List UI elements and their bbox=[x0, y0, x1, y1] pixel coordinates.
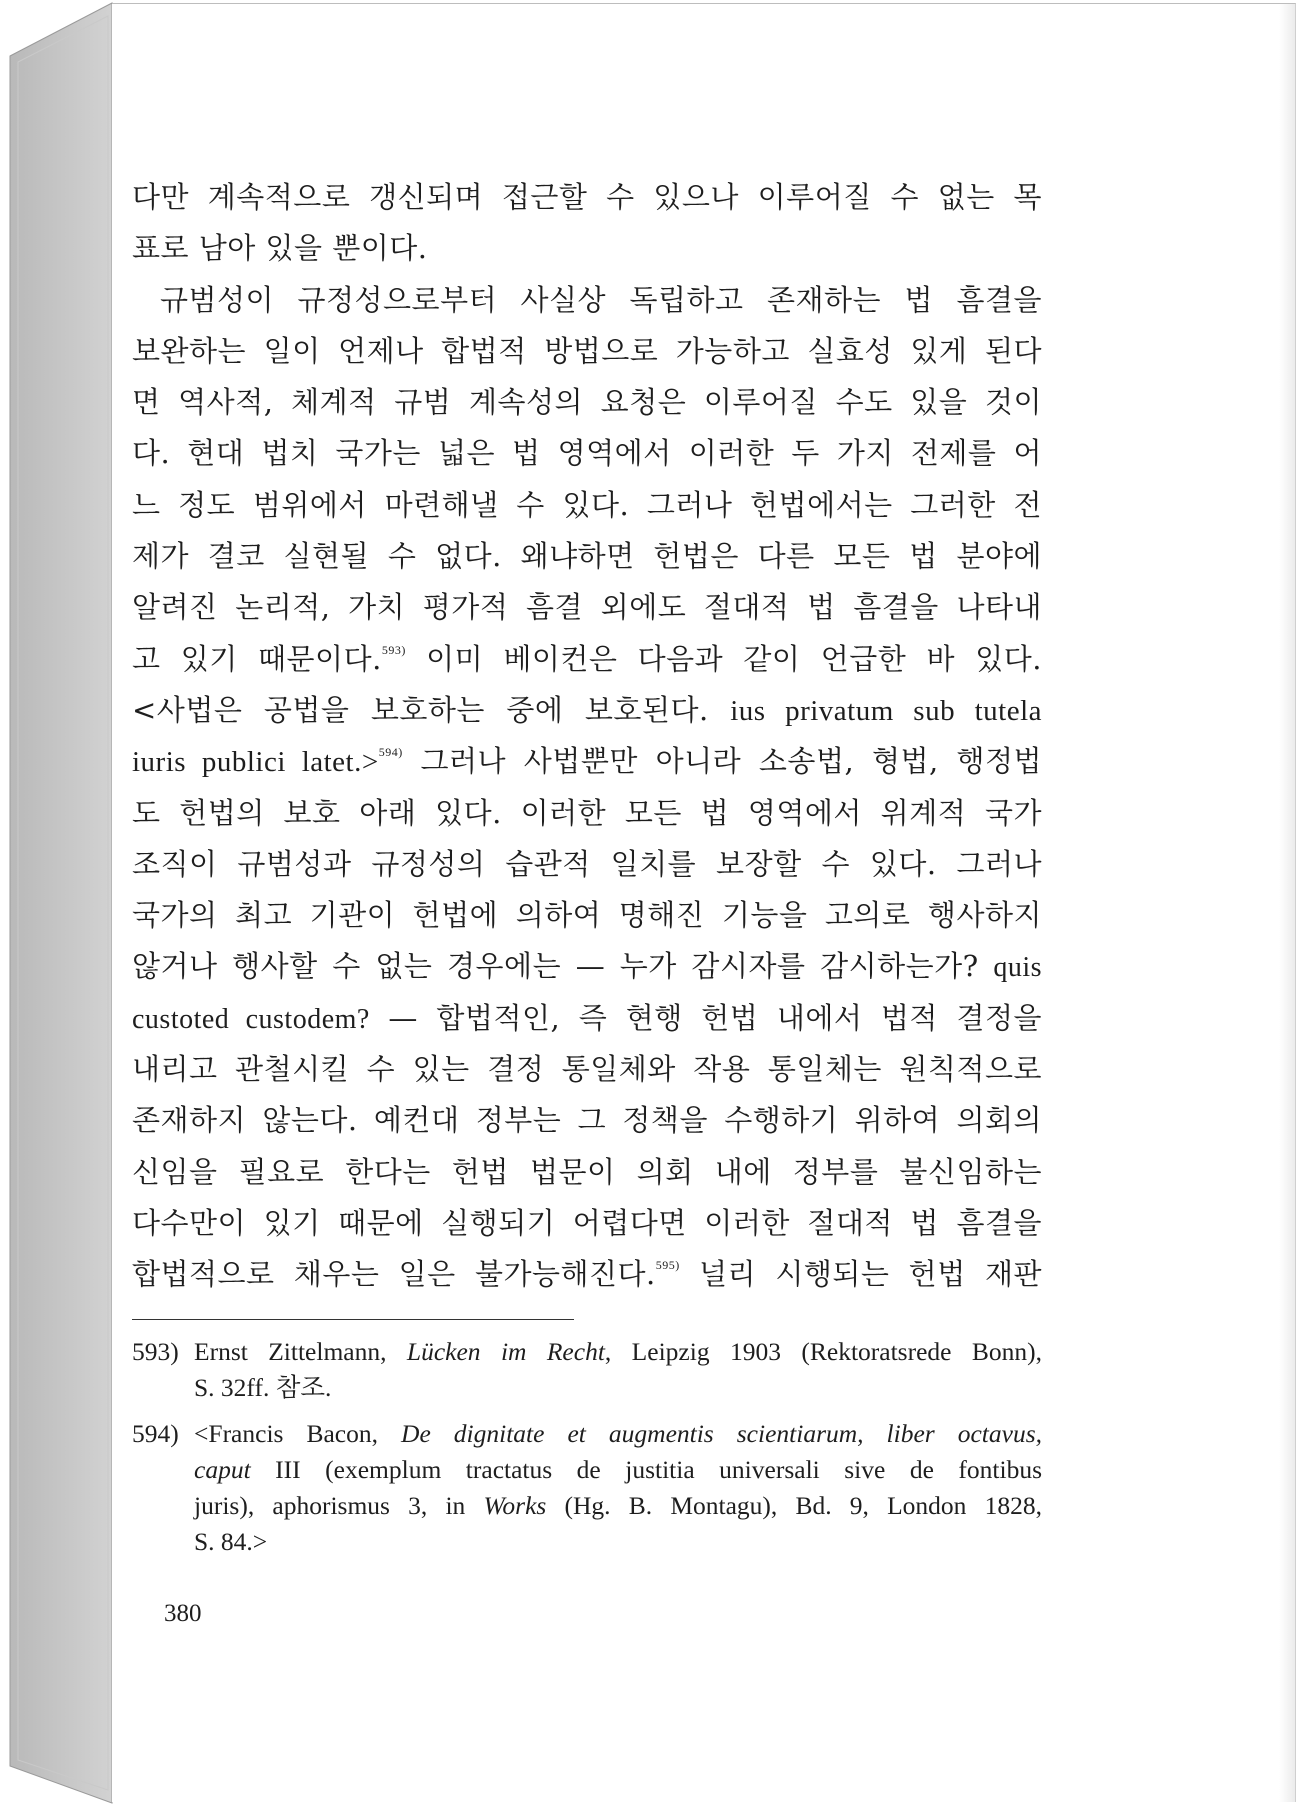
body-line: iuris publici latet.>$^{594)}$ 그러나 사법뿐만 아니라 소송법, 형법, 행정법 bbox=[132, 744, 1042, 779]
footnotes bbox=[132, 1334, 1044, 1570]
body-line: 제가 결코 실현될 수 없다. 왜냐하면 헌법은 다른 모든 법 분야에 bbox=[132, 539, 1042, 574]
body-line: 표로 남아 있을 뿐이다. bbox=[132, 231, 428, 266]
footnote-line: S. 84.> bbox=[194, 1527, 268, 1556]
footnote-line: <Francis Bacon, De dignitate et augmentis scientiarum, liber octavus, bbox=[194, 1419, 1043, 1448]
footnote-594 bbox=[132, 1416, 1044, 1560]
footnote-line: S. 32ff. 참조. bbox=[194, 1373, 332, 1402]
footnote-number: 593) bbox=[132, 1337, 179, 1366]
footnote-line: Ernst Zittelmann, Lücken im Recht, Leipzig 1903 (Rektoratsrede Bonn), bbox=[194, 1337, 1043, 1366]
body-line: 고 있기 때문이다.$^{593)}$ 이미 베이컨은 다음과 같이 언급한 바 있다. bbox=[132, 641, 1042, 676]
body-line: 신임을 필요로 한다는 헌법 법문이 의회 내에 정부를 불신임하는 bbox=[132, 1154, 1042, 1189]
page-edge-shadow bbox=[1279, 4, 1295, 1802]
body-line: 면 역사적, 체계적 규범 계속성의 요청은 이루어질 수도 있을 것이 bbox=[132, 385, 1042, 420]
body-line: 다만 계속적으로 갱신되며 접근할 수 있으나 이루어질 수 없는 목 bbox=[132, 180, 1042, 214]
body-line: 합법적으로 채우는 일은 불가능해진다.$^{595)}$ 널리 시행되는 헌법 재판 bbox=[132, 1257, 1043, 1292]
body-line: 알려진 논리적, 가치 평가적 흠결 외에도 절대적 법 흠결을 나타내 bbox=[132, 590, 1042, 625]
body-line: 보완하는 일이 언제나 합법적 방법으로 가능하고 실효성 있게 된다 bbox=[132, 333, 1042, 368]
body-line: custoted custodem? — 합법적인, 즉 현행 헌법 내에서 법적 결정을 bbox=[132, 1000, 1042, 1035]
body-line: 내리고 관철시킬 수 있는 결정 통일체와 작용 통일체는 원칙적으로 bbox=[132, 1052, 1042, 1087]
footnote-ref-593: 593) bbox=[381, 642, 406, 657]
body-line: 국가의 최고 기관이 헌법에 의하여 명해진 기능을 고의로 행사하지 bbox=[132, 898, 1042, 933]
body-line: <사법은 공법을 보호하는 중에 보호된다. ius privatum sub tutela bbox=[132, 692, 1043, 727]
footnote-ref-595: 595) bbox=[655, 1258, 680, 1273]
body-line: 도 헌법의 보호 아래 있다. 이러한 모든 법 영역에서 위계적 국가 bbox=[132, 795, 1042, 830]
footnote-ref-594: 594) bbox=[378, 745, 403, 760]
body-line: 않거나 행사할 수 없는 경우에는 — 누가 감시자를 감시하는가? quis bbox=[132, 949, 1042, 984]
body-line: 다. 현대 법치 국가는 넓은 법 영역에서 이러한 두 가지 전제를 어 bbox=[132, 436, 1042, 471]
footnote-number: 594) bbox=[132, 1419, 179, 1448]
footnote-line: caput III (exemplum tractatus de justitia universali sive de fontibus bbox=[194, 1455, 1042, 1484]
body-text bbox=[132, 172, 1042, 1301]
body-line: 규범성이 규정성으로부터 사실상 독립하고 존재하는 법 흠결을 bbox=[160, 282, 1042, 317]
body-line: 느 정도 범위에서 마련해낼 수 있다. 그러나 헌법에서는 그러한 전 bbox=[132, 487, 1042, 522]
body-line: 존재하지 않는다. 예컨대 정부는 그 정책을 수행하기 위하여 의회의 bbox=[132, 1103, 1042, 1138]
body-line: 조직이 규범성과 규정성의 습관적 일치를 보장할 수 있다. 그러나 bbox=[132, 846, 1042, 881]
footnote-line: juris), aphorismus 3, in Works (Hg. B. Montagu), Bd. 9, London 1828, bbox=[194, 1491, 1042, 1520]
footnote-593 bbox=[132, 1334, 1044, 1406]
page-number: 380 bbox=[164, 1600, 202, 1627]
footnote-separator bbox=[132, 1319, 574, 1320]
body-line: 다수만이 있기 때문에 실행되기 어렵다면 이러한 절대적 법 흠결을 bbox=[132, 1205, 1042, 1240]
